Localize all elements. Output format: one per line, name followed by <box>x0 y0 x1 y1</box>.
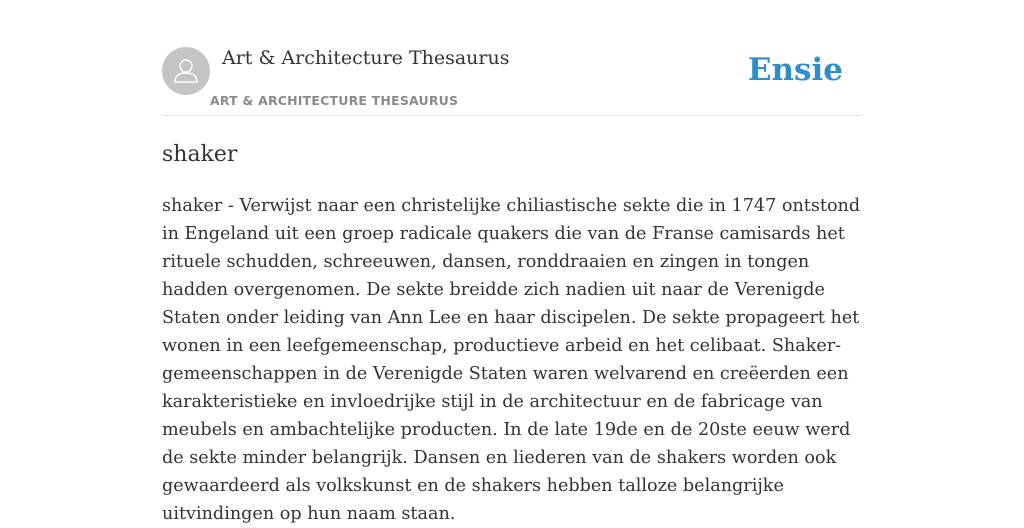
user-icon <box>162 47 210 95</box>
ensie-logo[interactable]: Ensie <box>747 52 843 88</box>
source-subtitle[interactable]: ART & ARCHITECTURE THESAURUS <box>210 93 459 108</box>
source-title[interactable]: Art & Architecture Thesaurus <box>222 47 510 69</box>
header-divider <box>162 115 862 116</box>
term-definition: shaker - Verwijst naar een christelijke chiliastische sekte die in 1747 ontstond in Engeland uit een groep radicale quakers die van de Franse camisards het rituele schudden, schreeuwen, dansen, ronddraaien en zingen in tongen hadden overgenomen. De sekte breidde zich nadien uit naar de Verenigde Staten onder leiding van Ann Lee en haar discipelen. De sekte propageert het wonen in een leefgemeenschap, productieve arbeid en het celibaat. Shaker-gemeenschappen in de Verenigde Staten waren welvarend en creëerden een karakteristieke en invloedrijke stijl in de architectuur en de fabricage van meubels en ambachtelijke producten. In de late 19de en de 20ste eeuw werd de sekte minder belangrijk. Dansen en liederen van de shakers worden ook gewaardeerd als volkskunst en de shakers hebben talloze belangrijke uitvindingen op hun naam staan. <box>162 196 861 524</box>
source-avatar[interactable] <box>162 47 210 95</box>
term-title: shaker <box>162 142 238 167</box>
